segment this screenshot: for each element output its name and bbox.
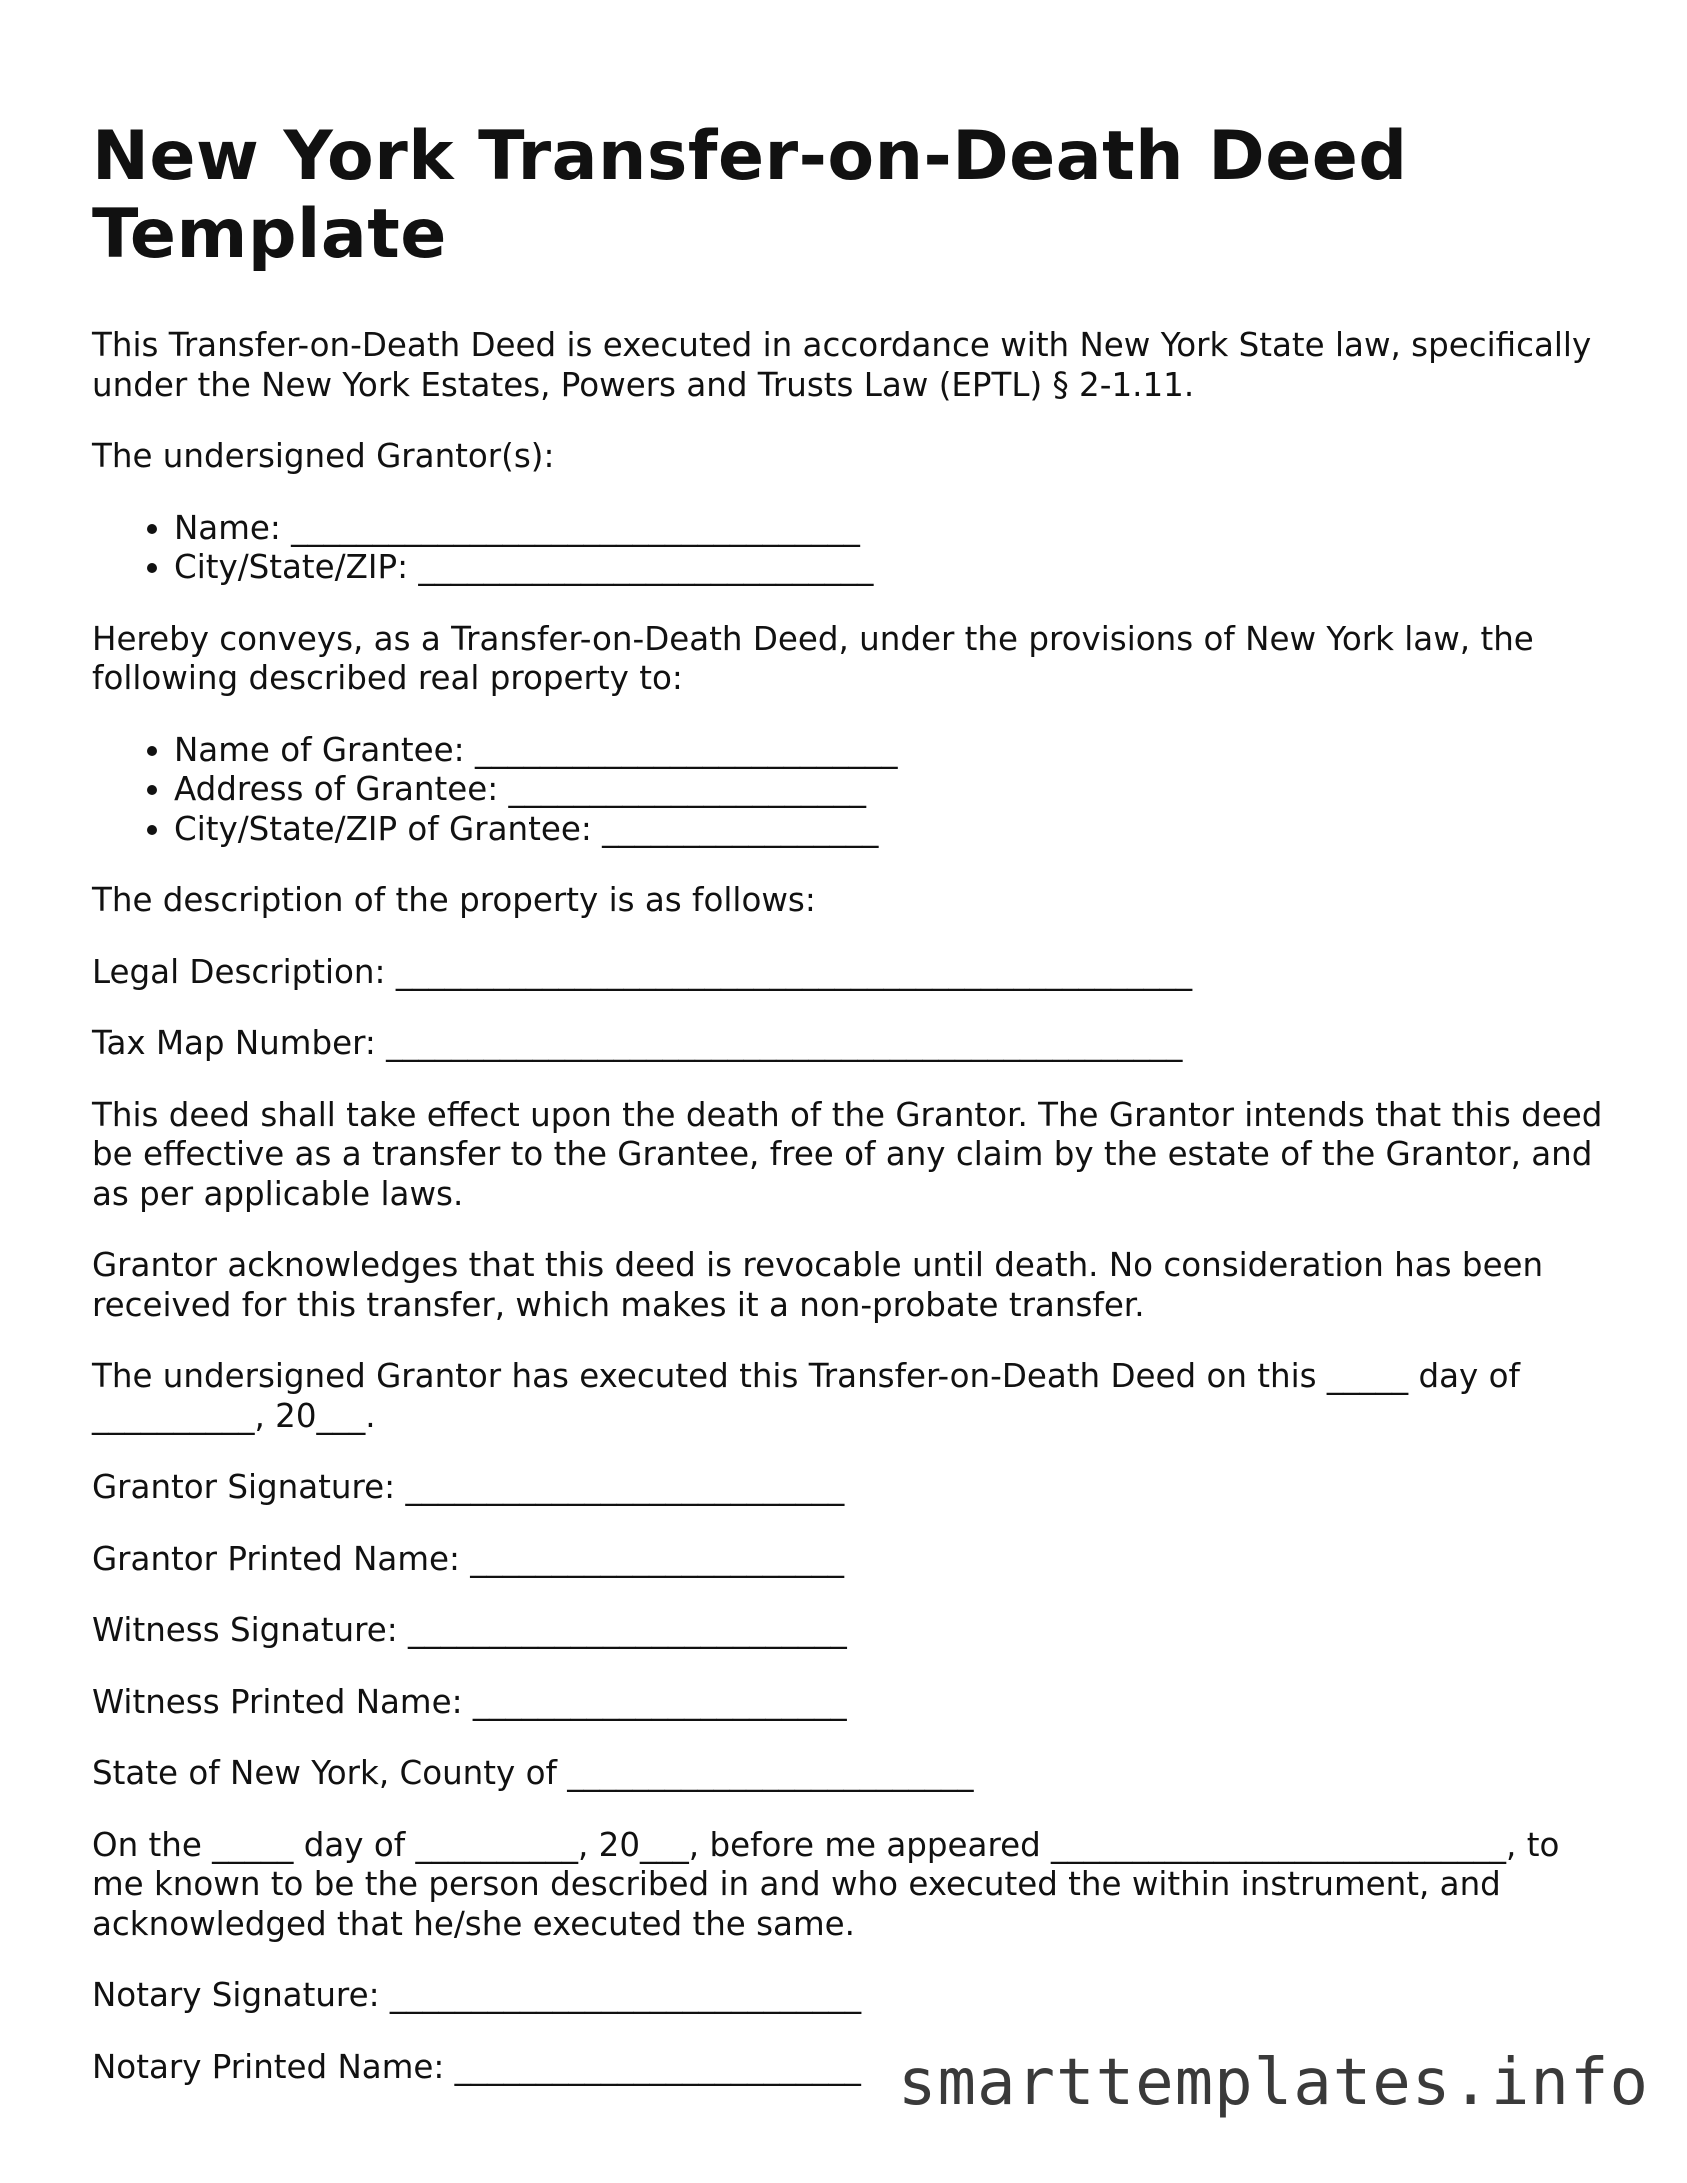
notary-signature-field: Notary Signature: _____________________________ xyxy=(92,1976,862,2014)
document-title: New York Transfer-on-Death Deed Template xyxy=(92,117,1408,274)
revocable-paragraph: Grantor acknowledges that this deed is revocable until death. No consideration has been received for this transfer, which makes it a non-probate transfer. xyxy=(92,1246,1544,1324)
legal-description-field: Legal Description: _________________________________________________ xyxy=(92,952,1193,991)
grantee-city-state-zip-field: • City/State/ZIP of Grantee: _________________ xyxy=(174,810,1612,850)
effect-paragraph: This deed shall take effect upon the death of the Grantor. The Grantor intends that this deed be effective as a transfer to the Grantee, free of any claim by the estate of the Grantor, and as per applicable laws. xyxy=(92,1095,1603,1213)
intro-paragraph: This Transfer-on-Death Deed is executed in accordance with New York State law, specifically under the New York Estates, Powers and Trusts Law (EPTL) § 2-1.11. xyxy=(92,326,1592,404)
witness-printed-name-field: Witness Printed Name: _______________________ xyxy=(92,1682,847,1721)
grantee-address-field: • Address of Grantee: ______________________ xyxy=(174,770,1612,810)
grantor-signature-field: Grantor Signature: ___________________________ xyxy=(92,1468,845,1506)
grantor-field-list xyxy=(92,509,1612,588)
property-heading: The description of the property is as follows: xyxy=(92,881,816,919)
notary-printed-name-field: Notary Printed Name: _________________________ xyxy=(92,2047,861,2086)
grantor-heading: The undersigned Grantor(s): xyxy=(92,437,555,475)
watermark: smarttemplates.info xyxy=(890,2045,1657,2121)
grantee-field-list xyxy=(92,731,1612,850)
witness-signature-field: Witness Signature: ___________________________ xyxy=(92,1611,847,1649)
notary-acknowledgment-paragraph: On the _____ day of __________, 20___, before me appeared ____________________________, to me known to be the person described in and who executed the within instrument, and acknowledged that he/she executed the same. xyxy=(92,1825,1560,1943)
conveys-paragraph: Hereby conveys, as a Transfer-on-Death Deed, under the provisions of New York law, the following described real property to: xyxy=(92,619,1534,697)
tax-map-number-field: Tax Map Number: _________________________________________________ xyxy=(92,1024,1183,1062)
grantor-printed-name-field: Grantor Printed Name: _______________________ xyxy=(92,1539,845,1578)
document-page xyxy=(92,118,1612,2119)
grantor-name-field: • Name: ___________________________________ xyxy=(174,509,1612,549)
grantee-name-field: • Name of Grantee: __________________________ xyxy=(174,731,1612,771)
grantor-city-state-zip-field: • City/State/ZIP: ____________________________ xyxy=(174,548,1612,588)
executed-paragraph: The undersigned Grantor has executed this Transfer-on-Death Deed on this _____ day of __________, 20___. xyxy=(92,1357,1520,1435)
state-county-field: State of New York, County of _________________________ xyxy=(92,1754,974,1792)
